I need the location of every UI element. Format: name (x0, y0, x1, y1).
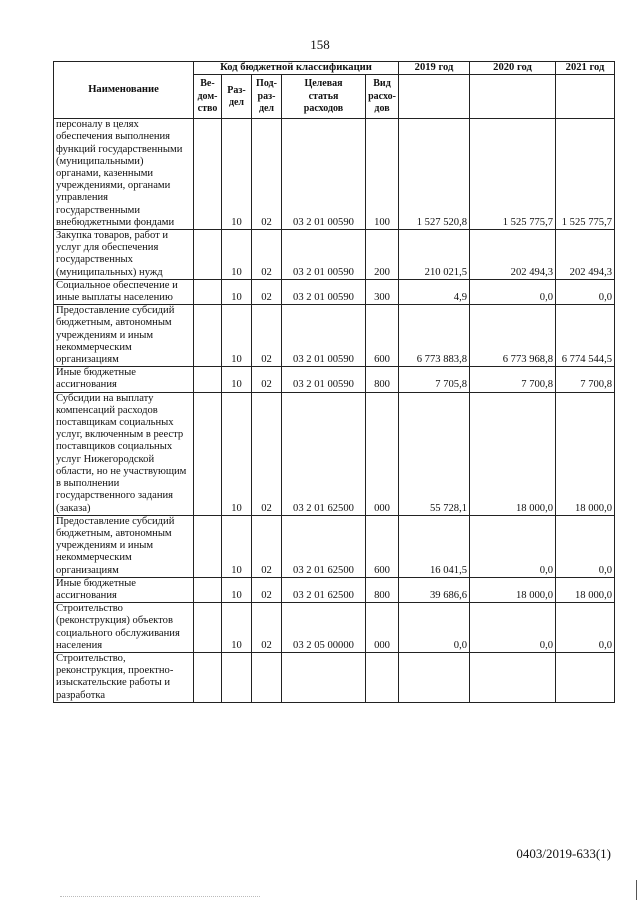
row-value-2020: 18 000,0 (470, 392, 556, 515)
table-row (54, 119, 615, 230)
row-target-article: 03 2 01 00590 (282, 230, 366, 280)
row-subsection: 02 (252, 305, 282, 367)
row-expense-type: 100 (366, 119, 399, 230)
table-row (54, 367, 615, 392)
row-name: Иные бюджетные ассигнования (54, 367, 194, 392)
row-name: Иные бюджетные ассигнования (54, 577, 194, 602)
row-name: Субсидии на выплату компенсаций расходов поставщикам социальных услуг, включенным в реестр поставщиков социальных услуг Нижегородской области, но не участвующим в выполнении государственного задания (заказа) (54, 392, 194, 515)
row-expense-type: 800 (366, 367, 399, 392)
row-value-2019: 4,9 (399, 279, 470, 304)
row-target-article: 03 2 01 00590 (282, 305, 366, 367)
table-row (54, 230, 615, 280)
row-department (194, 577, 222, 602)
table-row (54, 577, 615, 602)
header-code-group: Код бюджетной классификации (194, 62, 399, 75)
row-target-article: 03 2 01 62500 (282, 515, 366, 577)
margin-mark (636, 880, 637, 900)
header-expense-type: Вид расхо- дов (366, 75, 399, 119)
row-value-2021: 202 494,3 (556, 230, 615, 280)
row-subsection: 02 (252, 367, 282, 392)
table-row (54, 305, 615, 367)
row-department (194, 652, 222, 702)
header-department: Ве- дом- ство (194, 75, 222, 119)
row-name: персоналу в целях обеспечения выполнения функций государственными (муниципальными) органами, казенными учреждениями, органами управления государственными внебюджетными фондами (54, 119, 194, 230)
row-expense-type: 300 (366, 279, 399, 304)
row-value-2020: 6 773 968,8 (470, 305, 556, 367)
row-department (194, 367, 222, 392)
row-target-article: 03 2 01 00590 (282, 279, 366, 304)
row-value-2020: 1 525 775,7 (470, 119, 556, 230)
row-department (194, 392, 222, 515)
row-expense-type: 000 (366, 603, 399, 653)
row-section: 10 (222, 515, 252, 577)
row-target-article: 03 2 01 62500 (282, 577, 366, 602)
header-year-2019: 2019 год (399, 62, 470, 75)
row-name: Предоставление субсидий бюджетным, автономным учреждениям и иным некоммерческим организациям (54, 305, 194, 367)
row-subsection: 02 (252, 119, 282, 230)
table-row (54, 515, 615, 577)
row-section: 10 (222, 392, 252, 515)
row-subsection: 02 (252, 279, 282, 304)
row-value-2021: 1 525 775,7 (556, 119, 615, 230)
row-value-2020: 202 494,3 (470, 230, 556, 280)
row-value-2021: 18 000,0 (556, 577, 615, 602)
row-value-2019: 6 773 883,8 (399, 305, 470, 367)
scan-artifact-line (60, 896, 260, 899)
row-subsection: 02 (252, 603, 282, 653)
row-section: 10 (222, 577, 252, 602)
row-value-2020: 0,0 (470, 279, 556, 304)
row-department (194, 119, 222, 230)
row-value-2021 (556, 652, 615, 702)
row-value-2019: 210 021,5 (399, 230, 470, 280)
row-value-2019: 39 686,6 (399, 577, 470, 602)
row-section: 10 (222, 603, 252, 653)
row-target-article (282, 652, 366, 702)
row-name: Строительство, реконструкция, проектно-изыскательские работы и разработка (54, 652, 194, 702)
table-row (54, 392, 615, 515)
header-blank-2020 (470, 75, 556, 119)
row-name: Строительство (реконструкция) объектов социального обслуживания населения (54, 603, 194, 653)
row-section: 10 (222, 305, 252, 367)
table-row (54, 603, 615, 653)
page-number: 158 (310, 37, 330, 52)
row-department (194, 515, 222, 577)
header-blank-2021 (556, 75, 615, 119)
row-target-article: 03 2 01 00590 (282, 367, 366, 392)
row-subsection: 02 (252, 230, 282, 280)
row-department (194, 305, 222, 367)
row-value-2019: 0,0 (399, 603, 470, 653)
row-value-2020: 0,0 (470, 515, 556, 577)
row-name: Социальное обеспечение и иные выплаты населению (54, 279, 194, 304)
row-value-2021: 18 000,0 (556, 392, 615, 515)
document-code: 0403/2019-633(1) (516, 846, 611, 861)
row-value-2021: 0,0 (556, 515, 615, 577)
row-section: 10 (222, 119, 252, 230)
row-value-2019: 7 705,8 (399, 367, 470, 392)
header-name: Наименование (54, 62, 194, 119)
row-expense-type: 000 (366, 392, 399, 515)
row-name: Закупка товаров, работ и услуг для обеспечения государственных (муниципальных) нужд (54, 230, 194, 280)
row-value-2021: 6 774 544,5 (556, 305, 615, 367)
row-subsection: 02 (252, 577, 282, 602)
row-subsection: 02 (252, 392, 282, 515)
row-target-article: 03 2 01 62500 (282, 392, 366, 515)
row-name: Предоставление субсидий бюджетным, автономным учреждениям и иным некоммерческим организациям (54, 515, 194, 577)
row-value-2019: 1 527 520,8 (399, 119, 470, 230)
row-department (194, 603, 222, 653)
row-subsection: 02 (252, 515, 282, 577)
header-year-2020: 2020 год (470, 62, 556, 75)
row-value-2020 (470, 652, 556, 702)
row-target-article: 03 2 01 00590 (282, 119, 366, 230)
row-expense-type: 200 (366, 230, 399, 280)
row-section: 10 (222, 230, 252, 280)
row-expense-type: 800 (366, 577, 399, 602)
row-section: 10 (222, 279, 252, 304)
row-section: 10 (222, 367, 252, 392)
row-value-2019: 16 041,5 (399, 515, 470, 577)
row-value-2021: 0,0 (556, 603, 615, 653)
row-section (222, 652, 252, 702)
budget-table (53, 61, 615, 703)
row-expense-type (366, 652, 399, 702)
row-target-article: 03 2 05 00000 (282, 603, 366, 653)
table-row (54, 279, 615, 304)
header-subsection: Под- раз- дел (252, 75, 282, 119)
row-value-2020: 18 000,0 (470, 577, 556, 602)
row-subsection (252, 652, 282, 702)
row-value-2020: 0,0 (470, 603, 556, 653)
row-expense-type: 600 (366, 515, 399, 577)
row-value-2021: 0,0 (556, 279, 615, 304)
header-target-article: Целевая статья расходов (282, 75, 366, 119)
row-department (194, 279, 222, 304)
row-value-2020: 7 700,8 (470, 367, 556, 392)
row-value-2019 (399, 652, 470, 702)
header-blank-2019 (399, 75, 470, 119)
header-section: Раз- дел (222, 75, 252, 119)
row-value-2019: 55 728,1 (399, 392, 470, 515)
row-expense-type: 600 (366, 305, 399, 367)
table-row (54, 652, 615, 702)
header-year-2021: 2021 год (556, 62, 615, 75)
row-department (194, 230, 222, 280)
row-value-2021: 7 700,8 (556, 367, 615, 392)
